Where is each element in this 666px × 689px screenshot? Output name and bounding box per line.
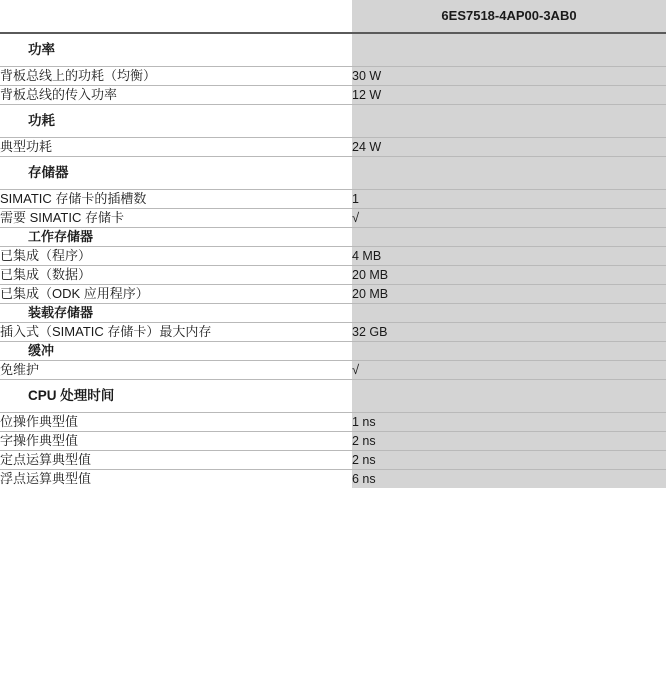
header-label-cell [0,0,352,33]
row-value: 2 ns [352,432,666,451]
row-label: 工作存储器 [0,228,352,247]
table-row [0,413,666,432]
row-value: 1 [352,190,666,209]
row-value: 6 ns [352,470,666,489]
table-row [0,247,666,266]
row-label: 存储器 [0,157,352,190]
table-section-row [0,342,666,361]
row-label: 插入式（SIMATIC 存储卡）最大内存 [0,323,352,342]
row-value: 1 ns [352,413,666,432]
row-value: √ [352,361,666,380]
table-row [0,451,666,470]
row-value [352,380,666,413]
row-label: 已集成（数据） [0,266,352,285]
row-label: 已集成（程序） [0,247,352,266]
row-label: 装载存储器 [0,304,352,323]
table-row [0,285,666,304]
table-row [0,86,666,105]
row-label: 背板总线上的功耗（均衡） [0,67,352,86]
table-section-row [0,228,666,247]
row-label: SIMATIC 存储卡的插槽数 [0,190,352,209]
row-value [352,228,666,247]
row-value [352,105,666,138]
row-label: 功耗 [0,105,352,138]
row-value: 32 GB [352,323,666,342]
row-value: √ [352,209,666,228]
table-section-row [0,380,666,413]
row-label: 功率 [0,33,352,67]
table-section-row [0,33,666,67]
row-value: 2 ns [352,451,666,470]
row-label: 缓冲 [0,342,352,361]
row-label: 典型功耗 [0,138,352,157]
row-value: 12 W [352,86,666,105]
row-value: 24 W [352,138,666,157]
table-row [0,361,666,380]
table-row [0,138,666,157]
table-row [0,323,666,342]
row-label: 背板总线的传入功率 [0,86,352,105]
table-row [0,190,666,209]
table-row [0,67,666,86]
table-section-row [0,304,666,323]
row-value: 4 MB [352,247,666,266]
row-value: 20 MB [352,285,666,304]
row-label: 已集成（ODK 应用程序） [0,285,352,304]
row-value [352,342,666,361]
row-label: 需要 SIMATIC 存储卡 [0,209,352,228]
row-label: 免维护 [0,361,352,380]
row-label: 浮点运算典型值 [0,470,352,489]
row-value [352,157,666,190]
header-article-number: 6ES7518-4AP00-3AB0 [352,0,666,33]
row-value [352,33,666,67]
row-label: 字操作典型值 [0,432,352,451]
table-section-row [0,105,666,138]
row-value: 20 MB [352,266,666,285]
row-value [352,304,666,323]
table-row [0,432,666,451]
row-label: CPU 处理时间 [0,380,352,413]
table-row [0,470,666,489]
table-row [0,209,666,228]
table-header-row [0,0,666,33]
row-label: 位操作典型值 [0,413,352,432]
row-value: 30 W [352,67,666,86]
table-row [0,266,666,285]
row-label: 定点运算典型值 [0,451,352,470]
table-section-row [0,157,666,190]
